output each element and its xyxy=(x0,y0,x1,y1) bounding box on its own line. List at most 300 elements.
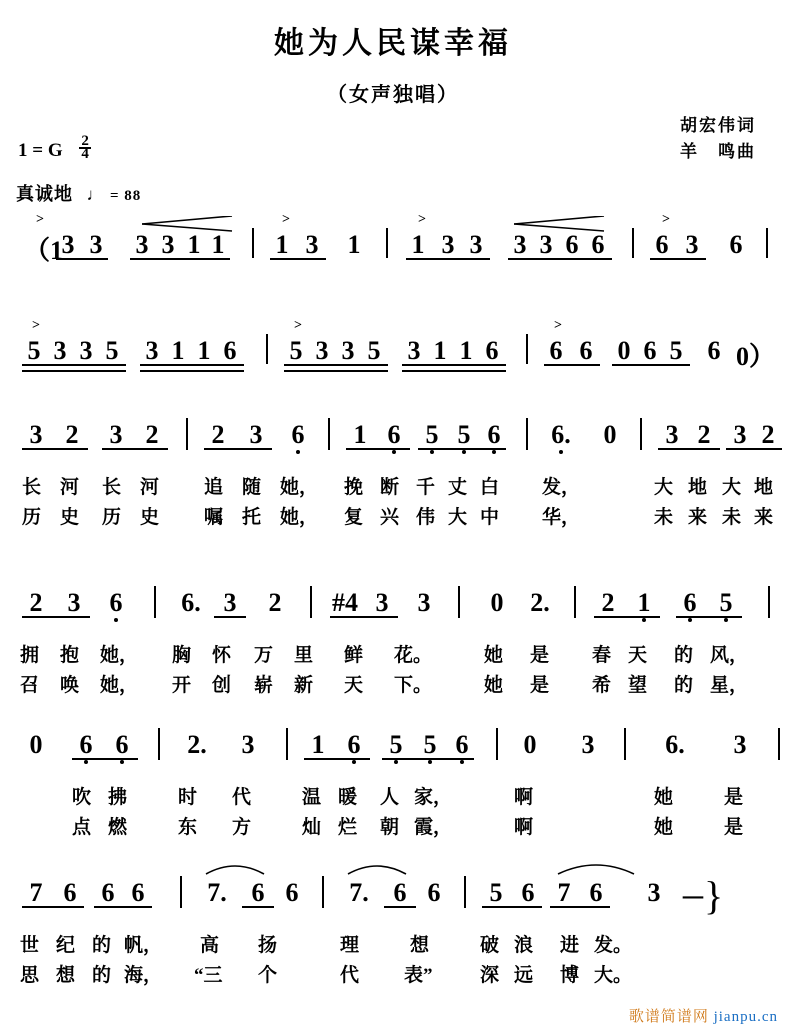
note: 6 xyxy=(104,588,128,618)
lyric-syllable: 华， xyxy=(542,507,581,528)
lyric-syllable: 未 xyxy=(722,507,742,528)
watermark-site-url: jianpu.cn xyxy=(713,1009,778,1025)
beam xyxy=(330,616,398,618)
page-title: 她为人民谋幸福 xyxy=(274,27,512,60)
beam xyxy=(658,448,720,450)
lyric-syllable: 世 xyxy=(20,935,40,956)
tempo-marking xyxy=(16,180,141,206)
beam xyxy=(544,364,600,366)
music-system-4 xyxy=(14,576,772,700)
note: 0 xyxy=(617,336,631,365)
sheet-music-page xyxy=(0,18,786,1032)
lyric-syllable: 白 xyxy=(480,477,500,498)
note: 2. xyxy=(187,730,207,759)
note: 0 xyxy=(603,420,617,449)
accent-mark-icon: > xyxy=(662,212,670,227)
note: 3 xyxy=(341,336,355,365)
lyric-syllable: 地 xyxy=(688,477,708,498)
lyric-syllable: 未 xyxy=(654,507,674,528)
lyric-syllable: 东 xyxy=(178,817,198,838)
note: 2 xyxy=(601,588,615,617)
note: 3 xyxy=(67,588,81,617)
slur-icon xyxy=(556,858,636,876)
beam xyxy=(242,906,274,908)
note: 6 xyxy=(707,336,721,365)
tempo-value: = 88 xyxy=(110,188,142,204)
beam xyxy=(22,616,90,618)
lyric-syllable: 中 xyxy=(480,507,500,528)
beam xyxy=(482,906,542,908)
note: 2 xyxy=(211,420,225,449)
note: 3 xyxy=(79,336,93,365)
note: 3 xyxy=(135,230,149,259)
accent-mark-icon: > xyxy=(32,318,40,333)
credits xyxy=(680,113,756,165)
lyric-syllable: 河 xyxy=(60,477,80,498)
lyric-syllable: 个 xyxy=(258,965,278,986)
note: 6 xyxy=(110,730,134,760)
lyric-syllable: 代 xyxy=(340,965,360,986)
note: 6 xyxy=(589,878,603,907)
note: 5 xyxy=(367,336,381,365)
lyric-syllable: 花。 xyxy=(394,645,433,666)
beam xyxy=(284,364,388,366)
note: 0 xyxy=(490,588,504,617)
note: 3 xyxy=(315,336,329,365)
lyrics-verse-2 xyxy=(14,502,772,532)
lyric-syllable: 的 xyxy=(92,935,112,956)
watermark-site-cn: 歌谱简谱网 xyxy=(628,1009,709,1025)
lyrics-verse-2 xyxy=(14,670,772,700)
note: 5 xyxy=(27,336,41,365)
lyric-syllable: 代 xyxy=(232,787,252,808)
lyric-syllable: 鲜 xyxy=(344,645,364,666)
note: 5 xyxy=(418,730,442,760)
note: 3 xyxy=(223,588,237,617)
note-row xyxy=(14,866,772,918)
accent-mark-icon: > xyxy=(418,212,426,227)
beam xyxy=(270,258,326,260)
beam xyxy=(402,364,506,366)
lyric-syllable: 灿 xyxy=(302,817,322,838)
note: 6 xyxy=(565,230,579,259)
note: 5 xyxy=(714,588,738,618)
note: 6. xyxy=(546,420,576,450)
note: 1 xyxy=(211,230,225,259)
repeat-brace-icon: } xyxy=(704,873,724,918)
lyric-syllable: 胸 xyxy=(172,645,192,666)
barline xyxy=(286,728,288,760)
lyric-syllable: 丈 xyxy=(448,477,468,498)
lyric-syllable: 帆， xyxy=(124,935,163,956)
beam xyxy=(130,258,230,260)
note: 3 xyxy=(417,588,431,617)
lyric-syllable: 抱 xyxy=(60,645,80,666)
lyric-syllable: 朝 xyxy=(380,817,400,838)
note: #4 xyxy=(332,588,358,617)
note: 3 xyxy=(407,336,421,365)
key-label: 1 = G xyxy=(18,140,63,161)
barline xyxy=(180,876,182,908)
lyric-syllable: 霞， xyxy=(414,817,453,838)
note: 6 xyxy=(286,420,310,450)
lyric-syllable: 理 xyxy=(340,935,360,956)
time-signature xyxy=(79,133,91,162)
lyric-syllable: 复 xyxy=(344,507,364,528)
note: 2 xyxy=(761,420,775,449)
barline xyxy=(496,728,498,760)
note: 6 xyxy=(393,878,407,907)
note: 1 xyxy=(459,336,473,365)
note: 3 xyxy=(539,230,553,259)
note: 6 xyxy=(63,878,77,907)
barline xyxy=(526,418,528,450)
barline xyxy=(310,586,312,618)
lyric-syllable: 下。 xyxy=(394,675,433,696)
lyric-syllable: 人 xyxy=(380,787,400,808)
note: 7. xyxy=(207,878,227,907)
beam xyxy=(140,370,244,372)
slur-icon xyxy=(204,860,266,876)
lyric-syllable: 星， xyxy=(710,675,749,696)
note: 3 xyxy=(513,230,527,259)
beam xyxy=(22,448,88,450)
note: 6 xyxy=(678,588,702,618)
note: 3 xyxy=(161,230,175,259)
note: 0 xyxy=(523,730,537,759)
note: 6 xyxy=(342,730,366,760)
note: － xyxy=(680,884,707,913)
note: 6 xyxy=(450,730,474,760)
slur-icon xyxy=(346,860,408,876)
lyric-syllable: 她 xyxy=(484,675,504,696)
note: 6 xyxy=(482,420,506,450)
beam xyxy=(284,370,388,372)
lyric-syllable: 烂 xyxy=(338,817,358,838)
note: 6 xyxy=(729,230,743,259)
lyric-syllable: 吹 xyxy=(72,787,92,808)
barline xyxy=(624,728,626,760)
note: 7 xyxy=(557,878,571,907)
beam xyxy=(406,258,490,260)
accent-mark-icon: > xyxy=(36,212,44,227)
lyric-syllable: 时 xyxy=(178,787,198,808)
lyric-syllable: 大。 xyxy=(594,965,633,986)
lyric-syllable: 发。 xyxy=(594,935,633,956)
lyric-syllable: 燃 xyxy=(108,817,128,838)
note: 3 xyxy=(581,730,595,759)
note: 5 xyxy=(105,336,119,365)
beam xyxy=(382,758,474,760)
note: 0） xyxy=(736,342,776,371)
note: 1 xyxy=(433,336,447,365)
note: 6 xyxy=(382,420,406,450)
beam xyxy=(102,448,168,450)
barline xyxy=(574,586,576,618)
barline xyxy=(526,334,528,364)
lyric-syllable: 来 xyxy=(754,507,774,528)
lyric-syllable: 她 xyxy=(484,645,504,666)
beam xyxy=(22,364,126,366)
music-system-3 xyxy=(14,408,775,532)
note: 3 xyxy=(53,336,67,365)
lyric-syllable: 伟 xyxy=(416,507,436,528)
lyric-syllable: 海， xyxy=(124,965,163,986)
barline xyxy=(768,586,770,618)
lyricist: 胡宏伟词 xyxy=(680,116,756,135)
beam xyxy=(508,258,612,260)
note: 0 xyxy=(29,730,43,759)
beam xyxy=(204,448,272,450)
barline xyxy=(154,586,156,618)
lyric-syllable: 暖 xyxy=(338,787,358,808)
lyric-syllable: 是 xyxy=(530,675,550,696)
accent-mark-icon: > xyxy=(294,318,302,333)
note: 6 xyxy=(101,878,115,907)
note: 5 xyxy=(669,336,683,365)
barline xyxy=(632,228,634,258)
barline xyxy=(252,228,254,258)
lyric-syllable: 历 xyxy=(22,507,42,528)
lyrics-verse-1 xyxy=(14,640,772,670)
lyric-syllable: 大 xyxy=(448,507,468,528)
beam xyxy=(346,448,410,450)
note: 3 xyxy=(89,230,103,259)
note: 6 xyxy=(131,878,145,907)
lyric-syllable: 她 xyxy=(654,787,674,808)
note: 1 xyxy=(411,230,425,259)
lyric-syllable: 破 xyxy=(480,935,500,956)
note: 6 xyxy=(485,336,499,365)
lyric-syllable: 史 xyxy=(140,507,160,528)
lyric-syllable: 温 xyxy=(302,787,322,808)
note: 5 xyxy=(420,420,444,450)
barline xyxy=(266,334,268,364)
lyric-syllable: 随 xyxy=(242,477,262,498)
lyrics-verse-2 xyxy=(14,812,772,842)
beam xyxy=(594,616,660,618)
barline xyxy=(386,228,388,258)
lyrics-verse-1 xyxy=(14,930,772,960)
beam xyxy=(384,906,416,908)
lyric-syllable: 千 xyxy=(416,477,436,498)
time-signature-numerator: 2 xyxy=(81,133,89,149)
lyric-syllable: 浪 xyxy=(514,935,534,956)
note: 6 xyxy=(521,878,535,907)
note-row xyxy=(14,318,776,371)
barline xyxy=(766,228,768,258)
lyric-syllable: 深 xyxy=(480,965,500,986)
lyric-syllable: 里 xyxy=(294,645,314,666)
lyric-syllable: 地 xyxy=(754,477,774,498)
note: 2. xyxy=(530,588,550,617)
lyric-syllable: 历 xyxy=(102,507,122,528)
lyric-syllable: 想 xyxy=(410,935,430,956)
note: 6 xyxy=(579,336,593,365)
lyric-syllable: 崭 xyxy=(254,675,274,696)
beam xyxy=(418,448,506,450)
note: 2 xyxy=(65,420,79,449)
lyric-syllable: 是 xyxy=(724,817,744,838)
note: 2 xyxy=(268,588,282,617)
lyric-syllable: 远 xyxy=(514,965,534,986)
lyric-syllable: 发， xyxy=(542,477,581,498)
note: 5 xyxy=(452,420,476,450)
lyric-syllable: 史 xyxy=(60,507,80,528)
beam xyxy=(94,906,152,908)
note: 3 xyxy=(665,420,679,449)
barline xyxy=(640,418,642,450)
lyric-syllable: 望 xyxy=(628,675,648,696)
note: 3 xyxy=(61,230,75,259)
note: 6. xyxy=(665,730,685,759)
music-system-6 xyxy=(14,866,772,990)
lyric-syllable: 大 xyxy=(654,477,674,498)
key-signature xyxy=(18,133,91,162)
lyric-syllable: 大 xyxy=(722,477,742,498)
lyric-syllable: 她， xyxy=(280,507,319,528)
note: 3 xyxy=(241,730,255,759)
lyric-syllable: 长 xyxy=(22,477,42,498)
lyric-syllable: 高 xyxy=(200,935,220,956)
beam xyxy=(550,906,610,908)
lyric-syllable: 风， xyxy=(710,645,749,666)
beam xyxy=(676,616,742,618)
note: 6 xyxy=(643,336,657,365)
lyric-syllable: 家， xyxy=(414,787,453,808)
note: 3 xyxy=(305,230,319,259)
note: 6 xyxy=(427,878,441,907)
barline xyxy=(464,876,466,908)
lyric-syllable: 想 xyxy=(56,965,76,986)
note: 3 xyxy=(109,420,123,449)
note: 2 xyxy=(29,588,43,617)
note: 3 xyxy=(249,420,263,449)
note: 1 xyxy=(187,230,201,259)
note: 5 xyxy=(384,730,408,760)
lyric-syllable: 万 xyxy=(254,645,274,666)
note-row xyxy=(14,718,772,764)
beam xyxy=(72,758,138,760)
lyric-syllable: 拥 xyxy=(20,645,40,666)
lyric-syllable: 的 xyxy=(674,645,694,666)
beam xyxy=(650,258,706,260)
note-row xyxy=(14,408,775,454)
lyric-syllable: 希 xyxy=(592,675,612,696)
note: 6 xyxy=(655,230,669,259)
lyric-syllable: “三 xyxy=(194,965,223,986)
lyrics-verse-1 xyxy=(14,472,772,502)
barline xyxy=(322,876,324,908)
lyric-syllable: 她， xyxy=(100,675,139,696)
note: 1 xyxy=(311,730,325,759)
lyrics-verse-2 xyxy=(14,960,772,990)
page-subtitle: （女声独唱） xyxy=(327,84,459,106)
lyric-syllable: 创 xyxy=(212,675,232,696)
beam xyxy=(726,448,782,450)
lyric-syllable: 思 xyxy=(20,965,40,986)
lyric-syllable: 召 xyxy=(20,675,40,696)
lyrics-verse-1 xyxy=(14,782,772,812)
note: 1 xyxy=(347,230,361,259)
quarter-note-icon: ♩ xyxy=(86,185,105,204)
lyric-syllable: 啊 xyxy=(514,817,534,838)
note: 3 xyxy=(733,730,747,759)
barline xyxy=(778,728,780,760)
accent-mark-icon: > xyxy=(282,212,290,227)
lyric-syllable: 天 xyxy=(344,675,364,696)
lyric-syllable: 的 xyxy=(92,965,112,986)
note: 1 xyxy=(632,588,656,618)
lyric-syllable: 进 xyxy=(560,935,580,956)
note: 2 xyxy=(145,420,159,449)
note: 6 xyxy=(549,336,563,365)
note: 5 xyxy=(289,336,303,365)
note: 1 xyxy=(275,230,289,259)
note: （1 xyxy=(24,236,64,265)
lyric-syllable: 长 xyxy=(102,477,122,498)
note: 3 xyxy=(647,878,661,907)
lyric-syllable: 断 xyxy=(380,477,400,498)
barline xyxy=(186,418,188,450)
music-system-1 xyxy=(14,212,772,265)
beam xyxy=(304,758,370,760)
note: 3 xyxy=(29,420,43,449)
note: 7. xyxy=(349,878,369,907)
lyric-syllable: 啊 xyxy=(514,787,534,808)
note: 1 xyxy=(197,336,211,365)
lyric-syllable: 她， xyxy=(280,477,319,498)
lyric-syllable: 点 xyxy=(72,817,92,838)
note: 5 xyxy=(489,878,503,907)
note: 6. xyxy=(181,588,201,617)
beam xyxy=(140,364,244,366)
lyric-syllable: 方 xyxy=(232,817,252,838)
beam xyxy=(214,616,246,618)
lyric-syllable: 挽 xyxy=(344,477,364,498)
lyric-syllable: 新 xyxy=(294,675,314,696)
barline xyxy=(458,586,460,618)
beam xyxy=(402,370,506,372)
note: 6 xyxy=(74,730,98,760)
composer: 羊 鸣曲 xyxy=(680,142,756,161)
note-row xyxy=(14,212,772,265)
lyric-syllable: 开 xyxy=(172,675,192,696)
note: 6 xyxy=(285,878,299,907)
note: 7 xyxy=(29,878,43,907)
beam xyxy=(22,370,126,372)
note-row xyxy=(14,576,772,622)
note: 3 xyxy=(375,588,389,617)
lyric-syllable: 是 xyxy=(724,787,744,808)
note: 3 xyxy=(441,230,455,259)
lyric-syllable: 托 xyxy=(242,507,262,528)
lyric-syllable: 她， xyxy=(100,645,139,666)
beam xyxy=(612,364,690,366)
music-system-2 xyxy=(14,318,776,371)
note: 3 xyxy=(733,420,747,449)
lyric-syllable: 拂 xyxy=(108,787,128,808)
lyric-syllable: 博 xyxy=(560,965,580,986)
lyric-syllable: 她 xyxy=(654,817,674,838)
watermark xyxy=(629,1005,778,1026)
beam xyxy=(56,258,108,260)
note: 6 xyxy=(591,230,605,259)
note: 3 xyxy=(145,336,159,365)
lyric-syllable: 表” xyxy=(404,965,433,986)
note: 6 xyxy=(251,878,265,907)
note: 3 xyxy=(469,230,483,259)
